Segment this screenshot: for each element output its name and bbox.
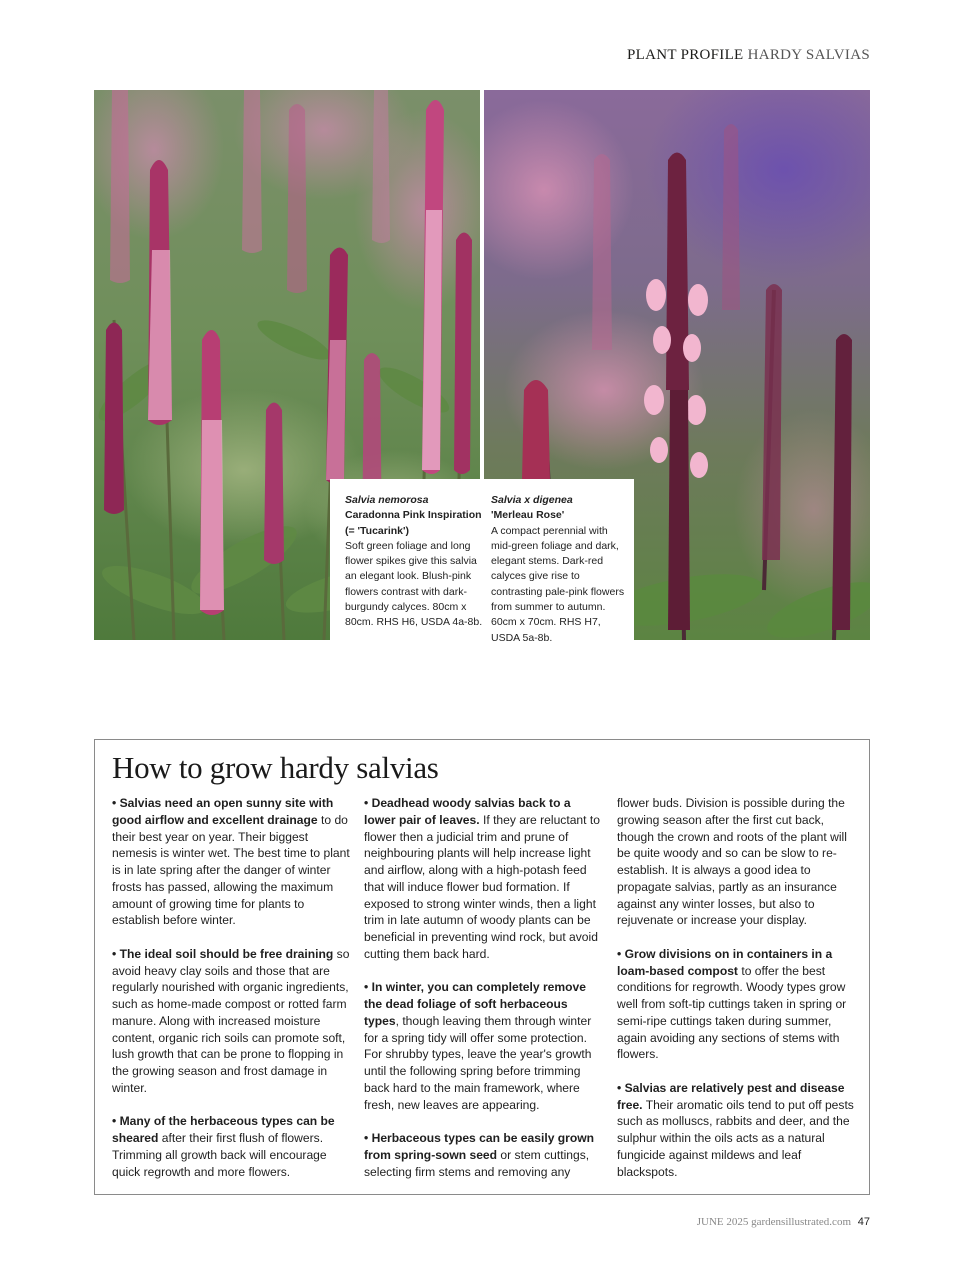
tip-paragraph: • Herbaceous types can be easily grown from spring-sown seed or stem cuttings, selecting firm stems and removing any — [364, 1131, 595, 1179]
tip-paragraph: • Many of the herbaceous types can be sheared after their first flush of flowers. Trimming all growth back will encourage quick regrowth and more flowers. — [112, 1114, 335, 1179]
box-column-3 — [617, 795, 855, 1197]
caption-salvia-nemorosa — [345, 493, 485, 631]
tip-paragraph: • Salvias are relatively pest and disease free. Their aromatic oils tend to put off pests such as molluscs, rabbits and deer, and the sulphur within the oils acts as a natural fungicide against mildews and leaf blackspots. — [617, 1080, 854, 1179]
caption-description: Soft green foliage and long flower spikes give this salvia an elegant look. Blush-pink flowers contrast with dark-burgundy calyces. 80cm x 80cm. RHS H6, USDA 4a-8b. — [345, 539, 483, 629]
footer-issue: JUNE 2025 — [696, 1216, 749, 1228]
page-footer — [697, 1216, 870, 1228]
photo-captions — [330, 479, 634, 644]
tip-paragraph: • Deadhead woody salvias back to a lower pair of leaves. If they are reluctant to flower then a judicial trim and prune of neighbouring plants will help increase light and airflow, along with a high-potash feed that will induce flower bud formation. If exposed to strong winter winds, then a light trim in late autumn of woody plants can be beneficial in preventing wind rock, but avoid cutting them back hard. — [364, 796, 600, 961]
caption-cultivar: 'Merleau Rose' — [491, 509, 565, 522]
tip-paragraph: • In winter, you can completely remove the dead foliage of soft herbaceous types, though leaving them through winter for a spring tidy will offer some protection. For shrubby types, leave the year's growth until the following spring before trimming back hard to the main framework, where fresh, new leaves are appearing. — [364, 980, 592, 1112]
tip-paragraph: • The ideal soil should be free draining so avoid heavy clay soils and those that are regularly nourished with organic ingredients, such as home-made compost or rotted farm manure. Along with increased moisture content, organic rich soils can promote soft, lush growth that can be prone to flopping in the growing season and frost damage in winter. — [112, 946, 350, 1095]
caption-plant-name: Salvia x digenea — [491, 494, 573, 506]
footer-site: gardensillustrated.com — [751, 1216, 851, 1228]
box-column-1 — [112, 795, 350, 1197]
header-section: PLANT PROFILE — [626, 47, 744, 63]
tip-paragraph: flower buds. Division is possible during the growing season after the first cut back, though the crown and roots of the plant will be quite woody and so can be slow to re-establish. It is always a good idea to propagate salvias, partly as an insurance against any winter losses, but also to rejuvenate or increase your display. — [617, 796, 847, 928]
box-title: How to grow hardy salvias — [112, 750, 439, 785]
tip-paragraph: • Salvias need an open sunny site with good airflow and excellent drainage to do their best year on year. Their biggest nemesis is winter wet. The best time to plant is in late spring after the danger of winter frosts has passed, allowing the maximum amount of growing time for plants to establish before winter. — [112, 796, 350, 928]
tip-paragraph: • Grow divisions on in containers in a loam-based compost to offer the best conditions for regrowth. Woody types grow well from soft-tip cuttings taken in spring or semi-ripe cuttings taken during summer, again avoiding any sections of stems with flowers. — [617, 946, 847, 1062]
page-number: 47 — [857, 1216, 870, 1228]
caption-salvia-digenea — [491, 493, 626, 646]
running-header — [627, 47, 870, 64]
caption-description: A compact perennial with mid-green foliage and dark, elegant stems. Dark-red calyces give rise to contrasting pale-pink flowers from summer to autumn. 60cm x 70cm. RHS H7, USDA 5a-8b. — [491, 524, 625, 644]
how-to-grow-box — [94, 739, 870, 1195]
box-column-2 — [364, 795, 602, 1197]
caption-cultivar: Caradonna Pink Inspiration (= 'Tucarink') — [345, 509, 482, 537]
caption-plant-name: Salvia nemorosa — [345, 494, 429, 506]
header-topic: HARDY SALVIAS — [747, 47, 870, 63]
